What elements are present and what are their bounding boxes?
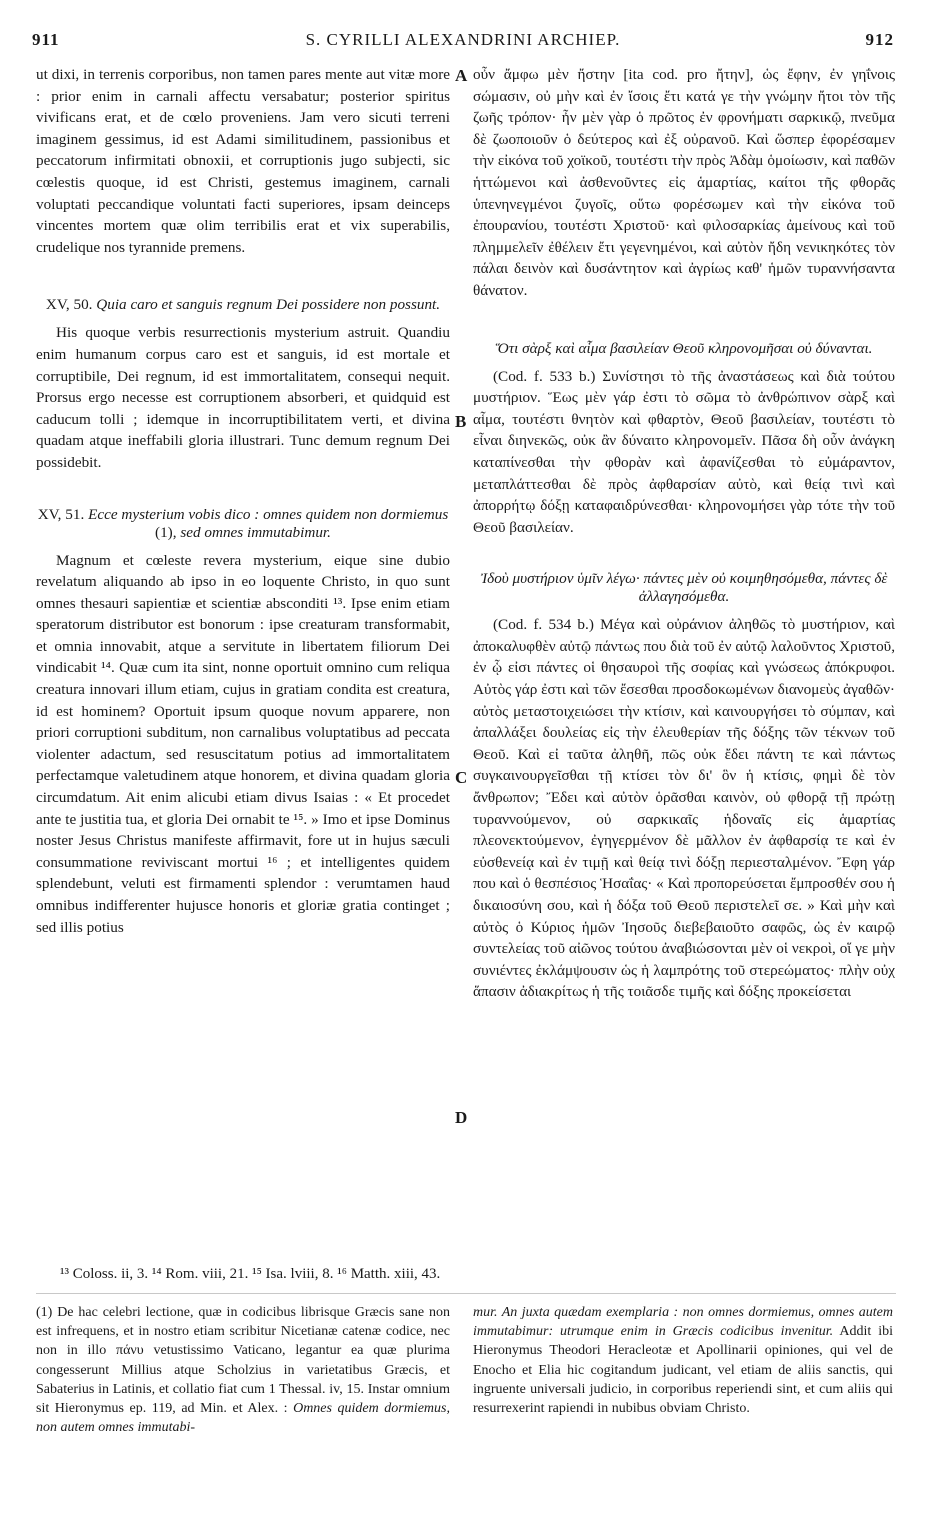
scripture-references: ¹³ Coloss. ii, 3. ¹⁴ Rom. viii, 21. ¹⁵ Isa. lviii, 8. ¹⁶ Matth. xiii, 43. (60, 1266, 441, 1282)
greek-column (473, 64, 895, 1003)
latin-heading-text: Ecce mysterium vobis dico : omnes quidem non dormiemus (88, 505, 449, 523)
latin-heading-xv-50 (36, 296, 450, 314)
footnote-quote-continued: mur. An juxta quædam exemplaria : non omnes dormiemus, omnes autem immutabimur: utrumque enim in Græcis codicibus invenitur. (473, 1305, 893, 1340)
latin-heading-number: XV, 51. (37, 505, 85, 523)
greek-paragraph-2: (Cod. f. 533 b.) Συνίστησι τὸ τῆς ἀναστάσεως καὶ διὰ τούτου μυστήριον. Ἕως μὲν γάρ ἐστι τὸ σῶμα τὸ ἀνθρώπινον σὰρξ καὶ αἷμα, τουτέστι θνητὸν καὶ φθαρτὸν, Θεοῦ βασιλείαν, τουτέστι τὸ εἶναι διηνεκῶς, οὐκ ἂν δύναιτο κληρονομεῖν. Πᾶσα δὴ οὖν ἀνάγκη καταπίνεσθαι τὴν φθορὰν καὶ ἀφανίζεσθαι τὸ εὐμάραντον, μεταπλάττεσθαι δὲ πρὸς ἀφθαρσίαν αὐτὸ, καὶ θείᾳ τινὶ καὶ ἀπορρήτῳ δόξῃ καταφαιδρύνεσθαι· κληρονομήσει γὰρ τότε τὴν τοῦ Θεοῦ βασιλείαν. (473, 367, 895, 536)
latin-heading-text: Quia caro et sanguis regnum Dei possidere non possunt. (96, 296, 441, 314)
page-number-left: 911 (32, 30, 60, 49)
footnote-left (36, 1303, 450, 1437)
column-marker-d: D (455, 1108, 468, 1127)
page-number-right: 912 (865, 30, 894, 49)
column-marker-a: A (455, 66, 468, 85)
greek-heading-1: Ὅτι σὰρξ καὶ αἷμα βασιλείαν Θεοῦ κληρονομῆσαι οὐ δύνανται. (495, 339, 873, 357)
column-marker-b: B (455, 412, 467, 431)
footnote-text-continued: Addit ibi Hieronymus Theodori Heracleotæ et Apollinarii opiniones, qui vel de Enocho et Elia hic cogitandum judicant, vel etiam de aliis sanctis, qui ingruente universali judicio, in corporibus reperiendi sint, et cum aliis qui resurrexerint rapiendi in nubibus obviam Christo. (473, 1324, 893, 1417)
latin-paragraph-2: His quoque verbis resurrectionis mysterium astruit. Quandiu enim humanum corpus caro est et sanguis, id est mortale et corruptibile, Dei regnum, id est immortalitatem, consequi nequit. Prorsus ergo necesse est corruptionem absorberi, et quidquid est caducum tolli ; idemque in incorruptibilitatem verti, et divina quadam atque ineffabili gloria illustrari. Tunc demum regnum Dei possidebit. (36, 324, 450, 471)
latin-heading-text-end: sed omnes immutabimur. (180, 523, 331, 541)
greek-paragraph-3: (Cod. f. 534 b.) Μέγα καὶ οὐράνιον ἀληθῶς τὸ μυστήριον, καὶ ἀποκαλυφθὲν αὐτῷ πάντως που διὰ τοῦ ἐν αὐτῷ λαλοῦντος Χριστοῦ, ἐν ᾧ εἰσι πάντες οἱ θησαυροὶ τῆς σοφίας καὶ γνώσεως ἀπόκρυφοι. Αὐτὸς γάρ ἐστι καὶ τῶν ἔσεσθαι προσδοκωμένων διανομεὺς ἀγαθῶν· αὐτὸς μεταστοιχειώσει τὴν κτίσιν, καὶ καινουργήσει τὸ σύμπαν, καὶ ἀπαλλάξει δουλείας εἰς τὴν ἐλευθερίαν τῆς δόξης τῶν τέκνων τοῦ Θεοῦ. Καὶ εἰ ταῦτα ἀληθῆ, πῶς οὐκ ἔδει πάντη τε καὶ πάντως συγκαινουργεῖσθαι τῇ κτίσει τὸν δι' ὃν ἡ κτίσις, φημὶ δὲ τὸν ἄνθρωπον; Ἔδει καὶ αὐτὸν ὁρᾶσθαι καινὸν, οὐ φθορᾷ τῇ πρώτῃ τυραννούμενον, οὐ σαρκικαῖς ἡδοναῖς εἰς ἁμαρτίας πλεονεκτούμενον, ἐγηγερμένον δὲ μᾶλλον ἐν ἀφθαρσίᾳ τε καὶ ἐν εὐσθενείᾳ καὶ ἐν τιμῇ καὶ θείᾳ τινὶ δόξῃ περιεσταλμένον. Ἔφη γάρ που καὶ ὁ θεσπέσιος Ἡσαΐας· « Καὶ προπορεύσεται ἔμπροσθέν σου ἡ δικαιοσύνη σου, καὶ ἡ δόξα τοῦ Θεοῦ περιστελεῖ σε. » Καὶ μὴν καὶ αὐτὸς ὁ Κύριος ἡμῶν Ἰησοῦς διεβεβαιοῦτο σαφῶς, ὡς ἐν καιρῷ συντελείας τοῦ αἰῶνος τούτου ἀναβιώσονται μὲν οἱ νεκροὶ, οἵ γε μὴν συνιέντες ἐκλάμψουσιν ὡς ἡ λαμπρότης τοῦ στερεώματος· πλὴν οὐχ ἅπασιν ἀδιακρίτως ἡ τῆς τοιᾶσδε τιμῆς καὶ δόξης προκείσεται (473, 616, 895, 1001)
footnote-text: (1) De hac celebri lectione, quæ in codicibus librisque Græcis sane non est infrequens, et in nostro etiam scribitur Nicetianæ catenæ codice, nec non in illo πάνυ vetustissimo Vaticano, legantur ea quæ plurima congesserunt Millius atque Scholzius in varietatibus Græcis, et Sabaterius in Latinis, et collatio fiat cum 1 Thessal. iv, 15. Instar omnium sit Hieronymus ep. 119, ad Min. et Alex. : (36, 1305, 450, 1417)
footnote-quote: Omnes quidem dormiemus, non autem omnes immutabi- (36, 1401, 450, 1436)
latin-column (36, 64, 450, 938)
latin-paragraph-3: Magnum et cœleste revera mysterium, eique sine dubio revelatum aliquando ab ipso in eo loquente Christo, in quo sunt omnes thesauri sapientiæ et scientiæ absconditi ¹³. Ipse enim etiam speratorum distributor est bonorum : ipse creaturam transformabit, et omnia innovabit, atque a servitute in libertatem filiorum Dei vindicabit ¹⁴. Quæ cum ita sint, nonne oportuit omnino cum reliqua creatura innovari illum etiam, cujus in gratiam condita est creatura, id est hominem? Oportuit ipsum quoque novum apparere, non priori corruptioni subditum, non carnalibus voluptatibus ad peccata violenter adactum, sed resuscitatum potius ad immortalitatem perfectamque valetudinem atque honorem, et divina quadam gloria circumdatum. Ait enim alicubi etiam divus Isaias : « Et procedet ante te justitia tua, et gloria Dei ornabit te ¹⁵. » Imo et ipse Dominus noster Jesus Christus manifeste affirmavit, fore ut in hujus sæculi consummatione reviviscant mortui ¹⁶ ; et intelligentes quidem splendebunt, veluti est firmamenti splendor : verumtamen haud omnibus indifferenter hujusce honoris et gloriæ gratia continget ; sed illis potius (36, 551, 450, 936)
running-title: S. CYRILLI ALEXANDRINI ARCHIEP. (305, 30, 621, 49)
footnote-right (473, 1303, 893, 1418)
footnote-mark: (1), (155, 523, 181, 541)
latin-heading-number: XV, 50. (45, 296, 93, 314)
footnote-divider (36, 1293, 896, 1294)
page-header (32, 30, 894, 56)
column-marker-c: C (455, 768, 468, 787)
greek-heading-2: Ἰδοὺ μυστήριον ὑμῖν λέγω· πάντες μὲν οὐ κοιμηθησόμεθα, πάντες δὲ ἀλλαγησόμεθα. (480, 570, 888, 606)
greek-paragraph-1: οὖν ἄμφω μὲν ἤστην [ita cod. pro ἤτην], ὡς ἔφην, ἐν γηΐνοις σώμασιν, οὐ μὴν καὶ ἐν ἴσοις ἔτι κατά γε τὴν γνώμην ἤτοι τὸν τῆς ζωῆς τρόπον· ἦν μὲν γὰρ ὁ πρῶτος ἐν φρονήματι σαρκικῷ, πνεῦμα δὲ ζωοποιοῦν ὁ δεύτερος καὶ ἐξ οὐρανοῦ. Καὶ ὥσπερ ἐφορέσαμεν τὴν εἰκόνα τοῦ χοϊκοῦ, τουτέστι τὴν πρὸς Ἀδὰμ ὁμοίωσιν, καὶ παθῶν ἡττώμενοι καὶ ἀσθενοῦντες εἰς ἁμαρτίας, καίτοι τῆς φθορᾶς ὑπενηνεγμένοι ζυγοῖς, οὕτω φορέσωμεν καὶ τὴν εἰκόνα τοῦ ἐπουρανίου, τουτέστι Χριστοῦ· καὶ φιλοσαρκίας ἀμείνους καὶ τοῦ πλημμελεῖν ἐθέλειν ἔτι γεγενημένοι, καὶ αὐτὸν ἤδη νενικηκότες τὸν πάλαι δεινὸν καὶ δυσάντητον καὶ ἀγρίως καθ' ἡμῶν τυραννήσαντα θάνατον. (473, 66, 895, 299)
latin-paragraph-1: ut dixi, in terrenis corporibus, non tamen pares mente aut vitæ more : prior enim in carnali affectu versabatur; posterior spiritus vivificans erat, et de cœlo proveniens. Jam vero sicuti terreni imaginem gessimus, id est Adami similitudinem, passionibus et peccatorum infirmitati obnoxii, et corruptionis jugo subjecti, sic cœlestis quoque, id est Christi, gestemus imaginem, carnali voluptati peccandique voluntati facti superiores, ipsam deinceps vincentes mortem quæ olim terribilis erat et vix superabilis, crudelique nos tyrannide premens. (36, 66, 450, 256)
latin-heading-xv-51 (36, 506, 450, 542)
